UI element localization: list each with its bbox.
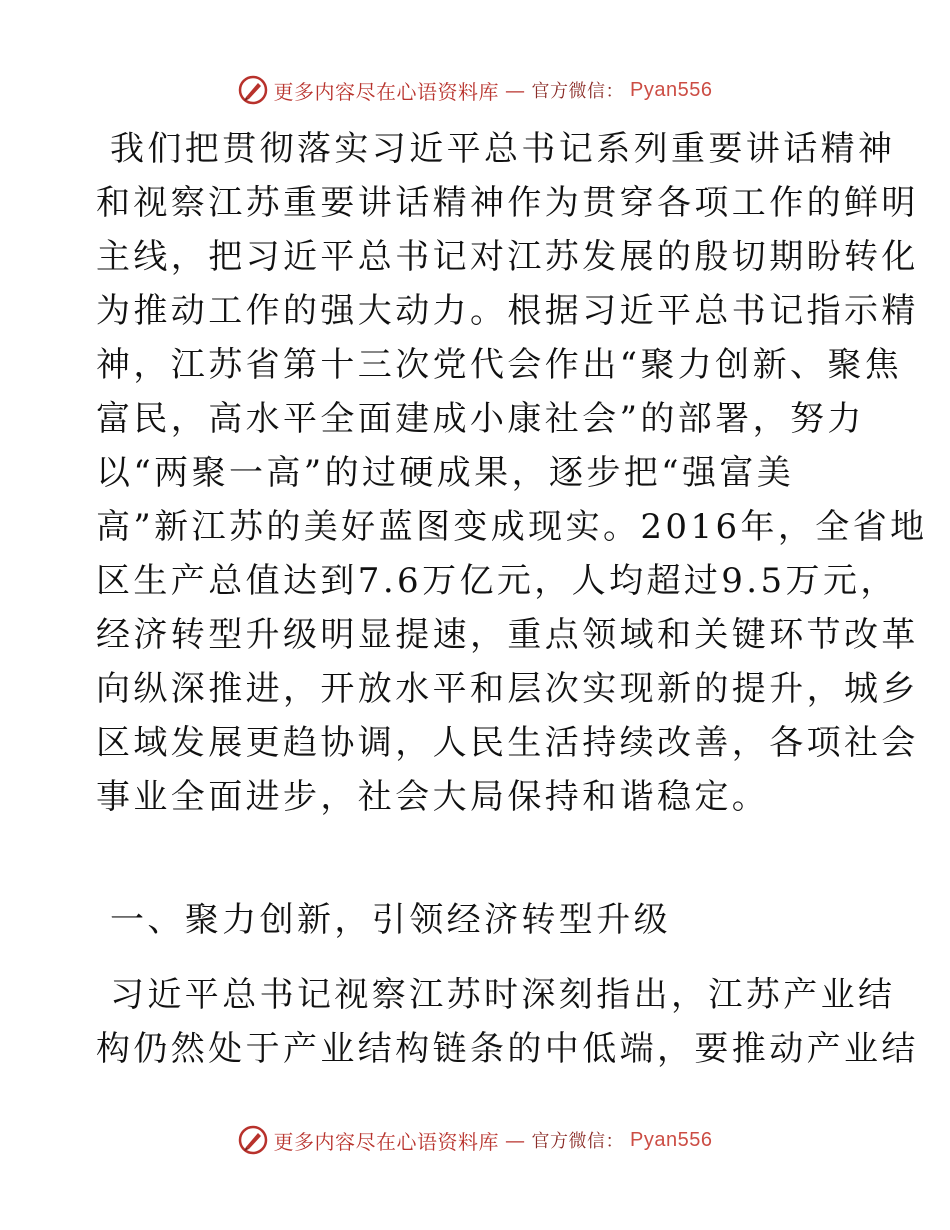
text-line: 习近平总书记视察江苏时深刻指出，江苏产业结 [110,975,896,1015]
pen-logo-icon [238,75,268,105]
text-line: 构仍然处于产业结构链条的中低端，要推动产业结 [96,1029,919,1069]
text-line: 高”新江苏的美好蓝图变成现实。2016年，全省地 [96,507,928,547]
watermark-dash: — [505,78,526,102]
text-line: 以“两聚一高”的过硬成果，逐步把“强富美 [96,453,795,493]
text-line: 我们把贯彻落实习近平总书记系列重要讲话精神 [110,129,896,169]
text-line: 和视察江苏重要讲话精神作为贯穿各项工作的鲜明 [96,183,919,223]
text-line: 神，江苏省第十三次党代会作出“聚力创新、聚焦 [96,345,903,385]
watermark-footer [0,1120,950,1160]
watermark-dash: — [505,1128,526,1152]
paragraph-2 [96,968,919,1076]
text-line: 主线，把习近平总书记对江苏发展的殷切期盼转化 [96,237,919,277]
text-line: 区域发展更趋协调，人民生活持续改善，各项社会 [96,723,919,763]
watermark-main-text: 更多内容尽在心语资料库 [273,79,500,104]
text-line: 事业全面进步，社会大局保持和谐稳定。 [96,777,770,817]
text-line: 向纵深推进，开放水平和层次实现新的提升，城乡 [96,669,919,709]
text-line: 为推动工作的强大动力。根据习近平总书记指示精 [96,291,919,331]
text-line: 富民，高水平全面建成小康社会”的部署，努力 [96,399,865,439]
text-line: 区生产总值达到7.6万亿元，人均超过9.5万元， [96,561,898,601]
watermark-id: Pyan556 [630,78,713,101]
watermark-main-text: 更多内容尽在心语资料库 [273,1129,500,1154]
pen-logo-icon [238,1125,268,1155]
text-line: 经济转型升级明显提速，重点领域和关键环节改革 [96,615,919,655]
section-heading: 一、聚力创新，引领经济转型升级 [110,900,671,940]
paragraph-1 [96,122,928,824]
watermark-sub-text: 官方微信： [531,81,625,102]
watermark-header [0,70,950,110]
watermark-id: Pyan556 [630,1128,713,1151]
watermark-sub-text: 官方微信： [531,1131,625,1152]
